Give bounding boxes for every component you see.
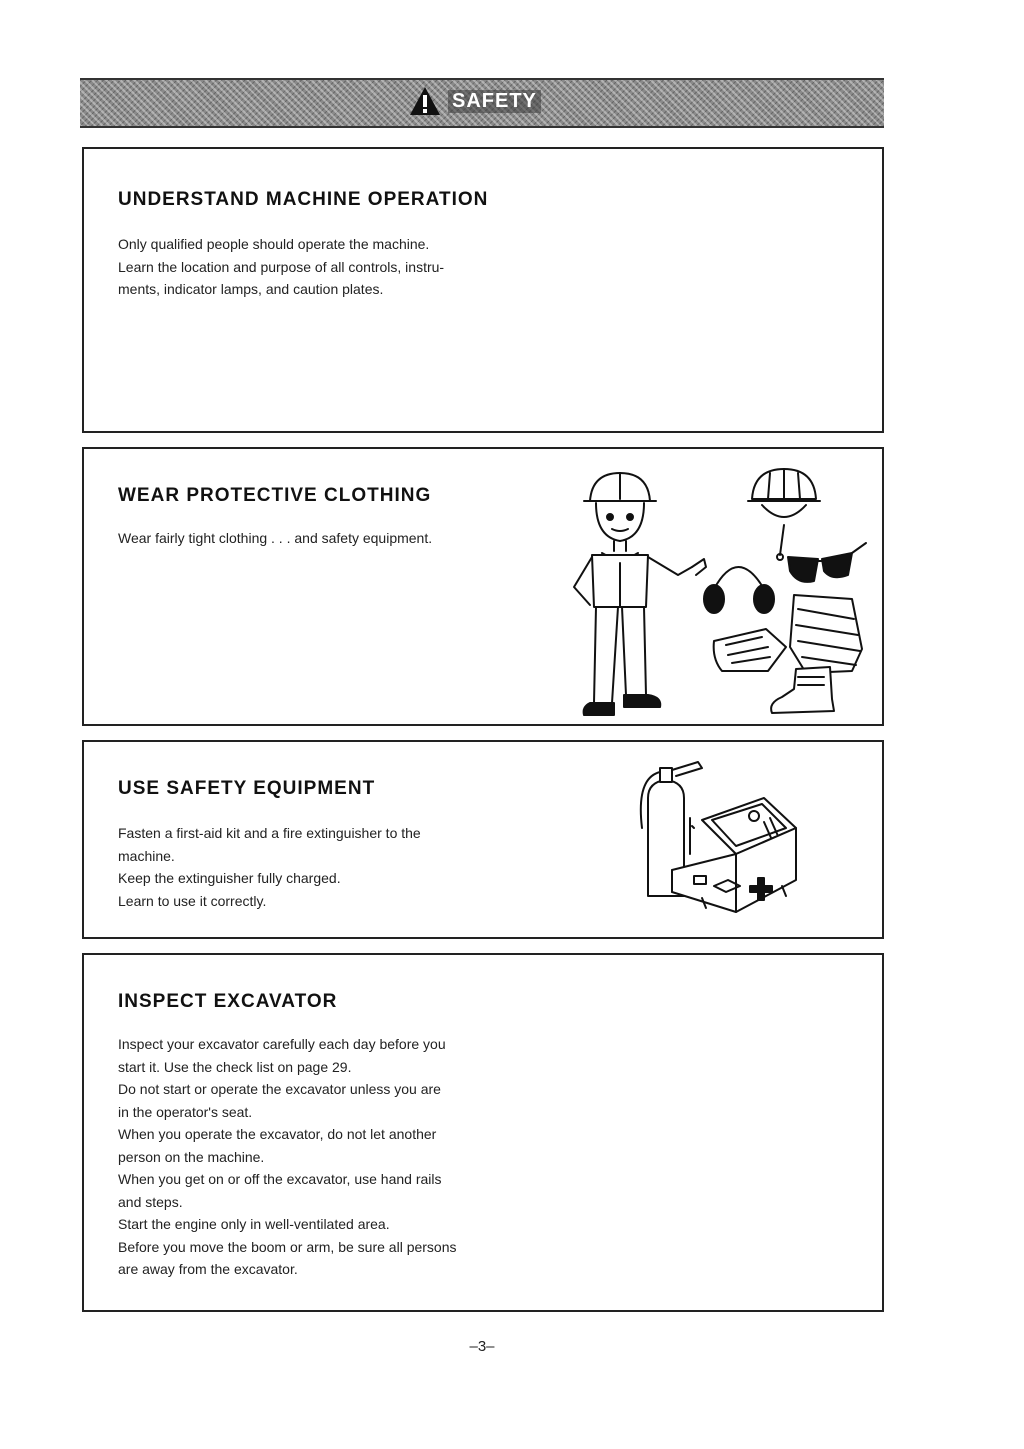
warning-triangle-icon <box>408 85 442 117</box>
body-line: Inspect your excavator carefully each day before you <box>118 1036 446 1052</box>
section-understand-machine-operation <box>82 147 884 433</box>
safety-header-title <box>408 84 541 118</box>
body-line: machine. <box>118 847 175 864</box>
section-body <box>118 527 548 550</box>
body-line: are away from the excavator. <box>118 1261 298 1277</box>
body-line: Start the engine only in well-ventilated area. <box>118 1216 390 1232</box>
page-number: –3– <box>469 1338 495 1355</box>
body-line: Wear fairly tight clothing . . . and safety equipment. <box>118 530 433 546</box>
section-title: WEAR PROTECTIVE CLOTHING <box>118 485 432 506</box>
section-body <box>118 1033 548 1281</box>
fire-extinguisher-and-first-aid-kit-illustration <box>632 758 812 930</box>
section-body <box>118 233 558 301</box>
body-line: ments, indicator lamps, and caution plates. <box>118 281 384 297</box>
body-line: and steps. <box>118 1193 183 1210</box>
body-line: When you operate the excavator, do not let another <box>118 1126 437 1142</box>
section-body <box>118 822 548 912</box>
section-inspect-excavator <box>82 953 884 1312</box>
body-line: in the operator's seat. <box>118 1103 253 1120</box>
body-line: start it. Use the check list on page 29. <box>118 1058 352 1075</box>
body-line: Learn the location and purpose of all controls, instru- <box>118 258 445 275</box>
body-line: When you get on or off the excavator, use hand rails <box>118 1171 442 1187</box>
body-line: person on the machine. <box>118 1148 265 1165</box>
body-line: Learn to use it correctly. <box>118 892 267 909</box>
section-title: USE SAFETY EQUIPMENT <box>118 778 376 799</box>
section-title: INSPECT EXCAVATOR <box>118 991 338 1012</box>
body-line: Before you move the boom or arm, be sure all persons <box>118 1238 457 1255</box>
body-line: Fasten a first-aid kit and a fire extinguisher to the <box>118 825 421 841</box>
section-title: UNDERSTAND MACHINE OPERATION <box>118 189 489 210</box>
body-line: Keep the extinguisher fully charged. <box>118 870 341 886</box>
header-title-text: SAFETY <box>448 90 541 113</box>
body-line: Do not start or operate the excavator unless you are <box>118 1081 441 1097</box>
body-line: Only qualified people should operate the machine. <box>118 236 430 252</box>
section-use-safety-equipment <box>82 740 884 939</box>
section-wear-protective-clothing <box>82 447 884 726</box>
worker-with-safety-gear-illustration <box>562 459 872 721</box>
